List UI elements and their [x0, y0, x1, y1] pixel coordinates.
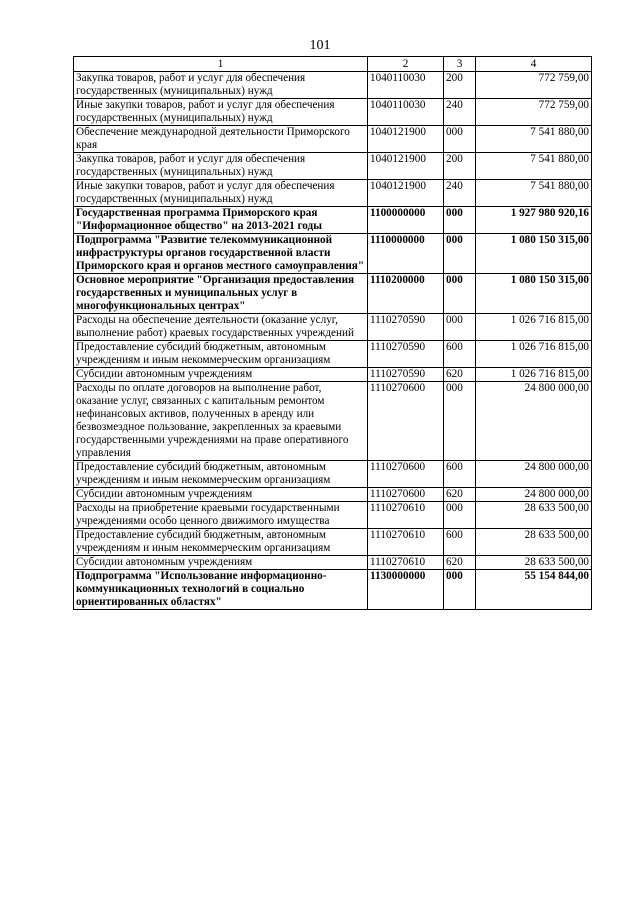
table-row [74, 72, 592, 99]
row-code: 1110200000 [368, 274, 444, 314]
row-name: Предоставление субсидий бюджетным, автономным учреждениям и иным некоммерческим организациям [74, 461, 368, 488]
row-amount: 24 800 000,00 [476, 488, 592, 502]
row-code: 1130000000 [368, 570, 444, 610]
row-amount: 28 633 500,00 [476, 502, 592, 529]
header-row [74, 57, 592, 72]
row-amount: 1 927 980 920,16 [476, 207, 592, 234]
header-col-2: 2 [368, 57, 444, 72]
row-amount: 1 080 150 315,00 [476, 234, 592, 274]
row-amount: 24 800 000,00 [476, 382, 592, 461]
row-type: 000 [444, 234, 476, 274]
row-type: 620 [444, 488, 476, 502]
row-amount: 28 633 500,00 [476, 529, 592, 556]
table-row [74, 382, 592, 461]
row-type: 000 [444, 274, 476, 314]
table-row [74, 341, 592, 368]
row-code: 1110270590 [368, 341, 444, 368]
row-code: 1040110030 [368, 72, 444, 99]
row-code: 1110270610 [368, 529, 444, 556]
row-name: Закупка товаров, работ и услуг для обеспечения государственных (муниципальных) нужд [74, 72, 368, 99]
table-row [74, 234, 592, 274]
row-amount: 772 759,00 [476, 99, 592, 126]
row-type: 600 [444, 341, 476, 368]
row-name: Иные закупки товаров, работ и услуг для обеспечения государственных (муниципальных) нужд [74, 99, 368, 126]
table-row [74, 529, 592, 556]
table-row [74, 274, 592, 314]
table-row [74, 461, 592, 488]
table-row [74, 99, 592, 126]
row-amount: 1 026 716 815,00 [476, 314, 592, 341]
table-row [74, 126, 592, 153]
table-row [74, 153, 592, 180]
table-row [74, 502, 592, 529]
row-type: 240 [444, 99, 476, 126]
row-amount: 1 080 150 315,00 [476, 274, 592, 314]
row-amount: 7 541 880,00 [476, 180, 592, 207]
row-name: Обеспечение международной деятельности Приморского края [74, 126, 368, 153]
table-row [74, 314, 592, 341]
row-code: 1100000000 [368, 207, 444, 234]
table-header [74, 57, 592, 72]
row-type: 000 [444, 207, 476, 234]
header-col-1: 1 [74, 57, 368, 72]
row-amount: 772 759,00 [476, 72, 592, 99]
row-type: 000 [444, 126, 476, 153]
row-name: Подпрограмма "Развитие телекоммуникационной инфраструктуры органов государственной власти Приморского края и органов местного самоуправления" [74, 234, 368, 274]
row-name: Основное мероприятие "Организация предоставления государственных и муниципальных услуг в многофункциональных центрах" [74, 274, 368, 314]
table-row [74, 207, 592, 234]
row-name: Субсидии автономным учреждениям [74, 556, 368, 570]
row-type: 000 [444, 502, 476, 529]
table-row [74, 180, 592, 207]
row-amount: 1 026 716 815,00 [476, 368, 592, 382]
row-type: 620 [444, 556, 476, 570]
row-type: 000 [444, 570, 476, 610]
page-number: 101 [309, 38, 331, 53]
row-amount: 24 800 000,00 [476, 461, 592, 488]
row-name: Субсидии автономным учреждениям [74, 368, 368, 382]
table-row [74, 570, 592, 610]
row-type: 000 [444, 382, 476, 461]
row-code: 1110270600 [368, 461, 444, 488]
row-code: 1040121900 [368, 126, 444, 153]
row-name: Расходы на приобретение краевыми государственными учреждениями особо ценного движимого имущества [74, 502, 368, 529]
row-type: 600 [444, 461, 476, 488]
row-code: 1110270610 [368, 502, 444, 529]
row-amount: 7 541 880,00 [476, 126, 592, 153]
row-code: 1110270590 [368, 314, 444, 341]
table-row [74, 368, 592, 382]
row-name: Субсидии автономным учреждениям [74, 488, 368, 502]
row-type: 000 [444, 314, 476, 341]
header-col-4: 4 [476, 57, 592, 72]
row-code: 1110270610 [368, 556, 444, 570]
table-body [74, 72, 592, 610]
row-code: 1110270600 [368, 382, 444, 461]
row-name: Подпрограмма "Использование информационно-коммуникационных технологий в социально ориентированных областях" [74, 570, 368, 610]
row-name: Расходы на обеспечение деятельности (оказание услуг, выполнение работ) краевых государственных учреждений [74, 314, 368, 341]
row-type: 200 [444, 72, 476, 99]
row-name: Предоставление субсидий бюджетным, автономным учреждениям и иным некоммерческим организациям [74, 529, 368, 556]
row-type: 200 [444, 153, 476, 180]
header-col-3: 3 [444, 57, 476, 72]
row-type: 240 [444, 180, 476, 207]
row-amount: 28 633 500,00 [476, 556, 592, 570]
row-amount: 55 154 844,00 [476, 570, 592, 610]
row-code: 1110270600 [368, 488, 444, 502]
row-code: 1110270590 [368, 368, 444, 382]
row-type: 600 [444, 529, 476, 556]
row-amount: 1 026 716 815,00 [476, 341, 592, 368]
row-code: 1040121900 [368, 180, 444, 207]
row-type: 620 [444, 368, 476, 382]
row-name: Государственная программа Приморского края "Информационное общество" на 2013-2021 годы [74, 207, 368, 234]
row-name: Расходы по оплате договоров на выполнение работ, оказание услуг, связанных с капитальным ремонтом нефинансовых активов, полученных в аренду или безвозмездное пользование, закрепленных за краевыми государственными учреждениями на праве оперативного управления [74, 382, 368, 461]
budget-table [73, 56, 592, 610]
row-name: Иные закупки товаров, работ и услуг для обеспечения государственных (муниципальных) нужд [74, 180, 368, 207]
table-row [74, 488, 592, 502]
row-code: 1040121900 [368, 153, 444, 180]
row-code: 1040110030 [368, 99, 444, 126]
table-row [74, 556, 592, 570]
row-name: Предоставление субсидий бюджетным, автономным учреждениям и иным некоммерческим организациям [74, 341, 368, 368]
row-code: 1110000000 [368, 234, 444, 274]
row-name: Закупка товаров, работ и услуг для обеспечения государственных (муниципальных) нужд [74, 153, 368, 180]
row-amount: 7 541 880,00 [476, 153, 592, 180]
